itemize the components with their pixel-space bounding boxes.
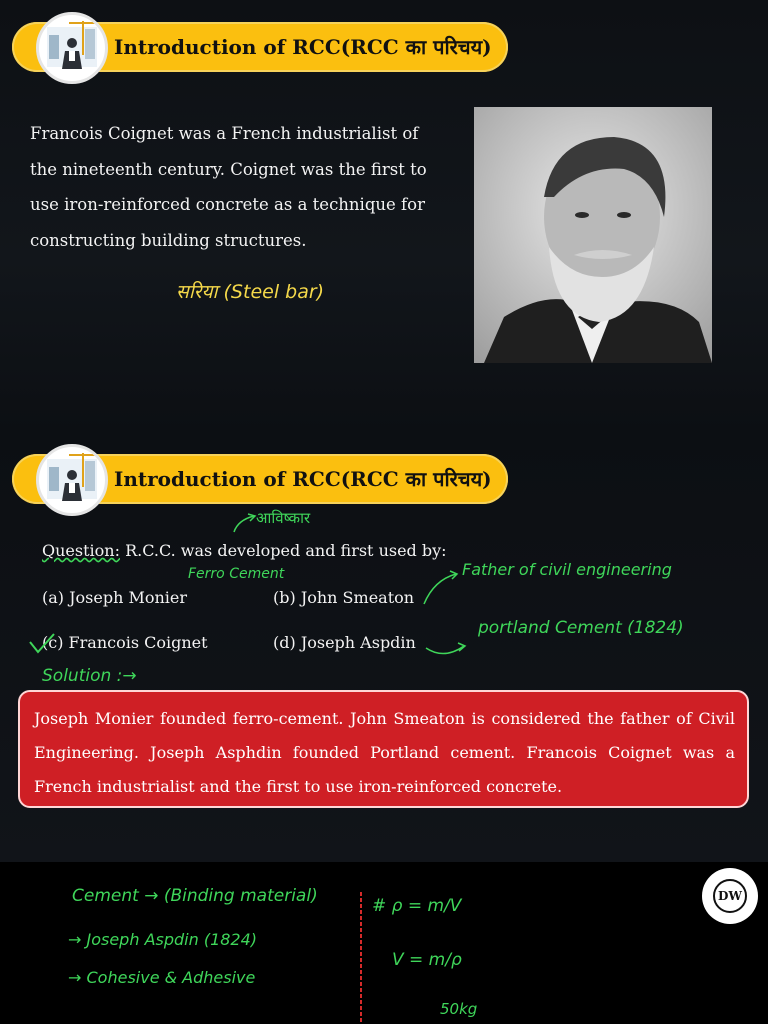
question (42, 541, 447, 560)
dw-logo-text: DW (713, 879, 747, 913)
note-aspdin: → Joseph Aspdin (1824) (68, 930, 258, 949)
note-cohesive: → Cohesive & Adhesive (68, 968, 256, 987)
formula-mass: 50kg (440, 1000, 478, 1018)
note-invention: आविष्कार (256, 509, 311, 527)
arrow-icon (424, 634, 468, 660)
slide-top (0, 0, 768, 432)
intro-paragraph: Francois Coignet was a French industrialist of the nineteenth century. Coignet was the first to use iron-reinforced concrete as a technique for constructing building structures. (30, 124, 427, 250)
option-d: (d) Joseph Aspdin (273, 633, 416, 652)
handwritten-note-steel-bar: सरिया (Steel bar) (176, 281, 325, 303)
formula-volume: V = m/ρ (392, 950, 462, 970)
banner-title-2: Introduction of RCC(RCC का परिचय) (114, 467, 492, 491)
banner-title: Introduction of RCC(RCC का परिचय) (114, 35, 492, 59)
note-portland: portland Cement (1824) (478, 618, 684, 638)
divider (360, 892, 362, 1024)
engineer-avatar-icon (36, 12, 108, 84)
engineer-avatar-icon-2 (36, 444, 108, 516)
option-b: (b) John Smeaton (273, 588, 415, 607)
arrow-icon (230, 512, 260, 534)
formula-density: # ρ = m/V (372, 896, 462, 916)
note-cement: Cement → (Binding material) (72, 886, 318, 906)
notes-board (0, 862, 768, 1024)
dw-logo (702, 868, 758, 924)
note-father-civil: Father of civil engineering (462, 560, 672, 579)
question-label: Question: (42, 541, 120, 560)
option-c: (c) Francois Coignet (42, 633, 208, 652)
arrow-icon (420, 568, 460, 608)
note-ferro-cement: Ferro Cement (188, 566, 285, 582)
portrait-photo (474, 107, 712, 363)
solution-label: Solution :→ (42, 666, 137, 686)
tick-icon (28, 630, 56, 656)
option-a: (a) Joseph Monier (42, 588, 188, 607)
solution-box: Joseph Monier founded ferro-cement. John Smeaton is considered the father of Civil Engineering. Joseph Asphdin founded Portland cement. Francois Coignet was a French industrialist and the first to use iron-reinforced concrete. (18, 690, 749, 808)
question-text: R.C.C. was developed and first used by: (119, 541, 447, 560)
